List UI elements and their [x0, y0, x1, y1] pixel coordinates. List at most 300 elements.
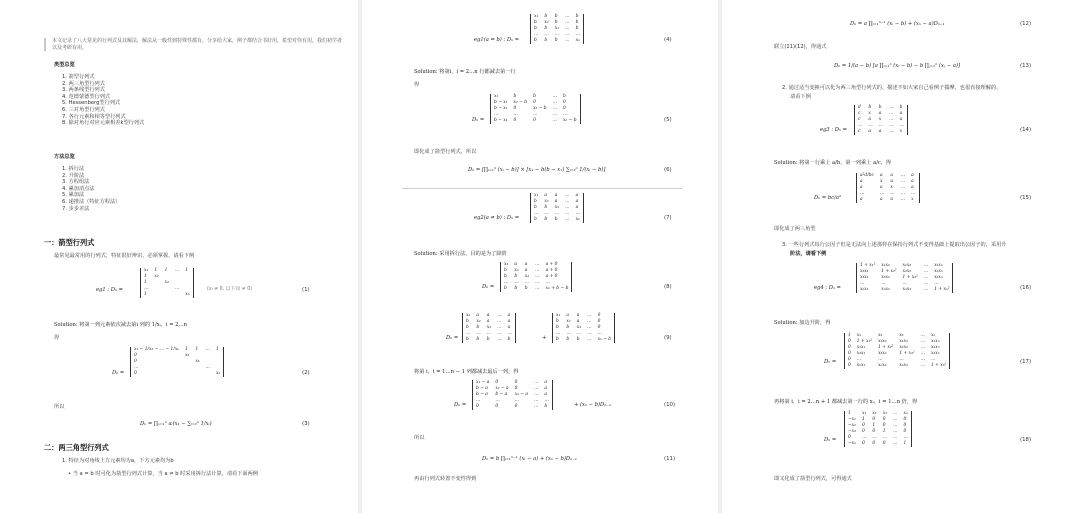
- matrix-cell: …: [587, 331, 592, 336]
- matrix-cell: 0: [495, 380, 499, 385]
- eq5-number: (5): [664, 117, 672, 123]
- matrix-cell: 0: [848, 345, 851, 350]
- matrix-cell: 1: [195, 347, 199, 352]
- matrix-cell: …: [920, 357, 925, 362]
- matrix-cell: …: [533, 380, 539, 385]
- matrix-cell: x₁x₂: [881, 263, 890, 268]
- matrix-cell: 0: [134, 371, 137, 376]
- matrix-cell: −x₁: [848, 417, 856, 422]
- matrix-cell: 1 + x₃²: [899, 351, 915, 356]
- matrix-cell: …: [497, 331, 502, 336]
- matrix-cell: a: [899, 117, 903, 122]
- matrix-cell: a: [486, 313, 490, 318]
- matrix-cell: a²d/bc: [860, 173, 874, 178]
- matrix-cell: xₙx₂: [878, 363, 887, 368]
- matrix-cell: …: [920, 339, 925, 344]
- matrix-cell: a: [544, 193, 548, 198]
- matrix-cell: x: [911, 197, 914, 202]
- matrix-cell: 1 + x₁²: [856, 339, 873, 344]
- matrix-cell: …: [565, 32, 570, 37]
- eq13-number: (13): [1020, 63, 1032, 69]
- eq2-label: Dₙ =: [112, 370, 125, 376]
- matrix-cell: 1 + x₂²: [878, 345, 894, 350]
- eq18-label: Dₙ =: [824, 437, 837, 443]
- matrix-cell: x₂: [544, 199, 549, 204]
- matrix-cell: a: [514, 262, 518, 267]
- matrix-cell: x₃x₂: [881, 275, 890, 280]
- matrix-cell: x₁: [466, 313, 471, 318]
- matrix-cell: …: [934, 281, 939, 286]
- matrix-cell: b: [562, 94, 566, 99]
- eq10-tail: + (xₙ − b)Dₙ₋₁: [574, 402, 612, 408]
- matrix-cell: 0: [495, 404, 499, 409]
- item3-text: 3. 一些行列式每行公因子但是无法向上述那样在保持行列式不变得基础上提取出公因子的，采用升: [782, 242, 1007, 248]
- matrix-cell: a: [575, 205, 579, 210]
- methods-list: [62, 166, 120, 212]
- matrix-cell: …: [565, 38, 570, 43]
- matrix-cell: b: [466, 319, 469, 324]
- matrix-cell: 0: [514, 404, 518, 409]
- matrix-cell: …: [554, 32, 560, 37]
- matrix-cell: x₃: [164, 280, 169, 285]
- matrix-cell: …: [889, 117, 894, 122]
- matrix-cell: …: [535, 286, 540, 291]
- matrix-cell: 0: [882, 441, 886, 446]
- eq14-number: (14): [1020, 127, 1032, 133]
- so-text-1: 所以: [54, 404, 65, 410]
- eq9-number: (9): [664, 335, 672, 341]
- matrix-cell: …: [889, 105, 894, 110]
- matrix-cell: …: [893, 429, 898, 434]
- matrix-cell: x₃: [195, 359, 200, 364]
- matrix-cell: b: [899, 105, 903, 110]
- eq9-left-matrix: [462, 313, 516, 343]
- solution-18: 再将第 i，i = 2…n + 1 都减去第一行的 xᵢ，i = 1…n 倍，得: [774, 399, 918, 405]
- matrix-cell: x₂: [154, 274, 159, 279]
- then15-text: 即化成了两三角型: [774, 226, 816, 232]
- eq1-number: (1): [302, 287, 310, 293]
- matrix-cell: 0: [513, 106, 517, 111]
- matrix-cell: …: [902, 281, 907, 286]
- matrix-cell: …: [174, 286, 180, 291]
- matrix-cell: …: [858, 123, 863, 128]
- matrix-cell: x₁ − a: [476, 380, 490, 385]
- matrix-cell: …: [533, 112, 538, 117]
- matrix-cell: …: [565, 193, 570, 198]
- matrix-cell: 1: [185, 347, 188, 352]
- eq1-table: [141, 268, 193, 298]
- matrix-cell: a + 0: [545, 274, 558, 279]
- matrix-cell: b: [554, 14, 558, 19]
- matrix-cell: …: [552, 106, 557, 111]
- matrix-cell: 1 + x₃²: [902, 275, 918, 280]
- matrix-cell: b: [575, 26, 579, 31]
- matrix-cell: …: [205, 365, 210, 370]
- eq10-number: (10): [664, 402, 676, 408]
- matrix-cell: 0: [848, 363, 851, 368]
- matrix-cell: …: [889, 129, 894, 134]
- matrix-cell: …: [893, 411, 898, 416]
- matrix-cell: a: [576, 319, 580, 324]
- matrix-cell: 0: [513, 118, 517, 123]
- matrix-cell: 0: [882, 423, 886, 428]
- eq4-number: (4): [664, 37, 672, 43]
- matrix-cell: d: [858, 105, 861, 110]
- matrix-cell: 0: [848, 351, 851, 356]
- matrix-cell: b: [513, 94, 517, 99]
- matrix-cell: …: [878, 357, 883, 362]
- matrix-cell: …: [533, 404, 539, 409]
- matrix-cell: x₂: [566, 319, 571, 324]
- matrix-cell: 1 + x₂²: [881, 269, 897, 274]
- matrix-cell: x₂: [476, 319, 481, 324]
- matrix-cell: …: [597, 331, 602, 336]
- matrix-cell: 0: [882, 417, 886, 422]
- matrix-row: [845, 441, 911, 447]
- matrix-cell: a: [860, 197, 863, 202]
- matrix-cell: 0: [514, 380, 518, 385]
- matrix-cell: …: [575, 211, 580, 216]
- matrix-cell: b: [514, 274, 518, 279]
- eq6-number: (6): [664, 167, 672, 173]
- matrix-cell: a: [879, 185, 883, 190]
- matrix-cell: [151, 292, 161, 298]
- joint-text: 联立(11)(12)，得通式: [774, 44, 827, 50]
- matrix-cell: [203, 371, 213, 377]
- page-1: [0, 0, 359, 513]
- eq14-matrix: [854, 105, 908, 135]
- matrix-cell: …: [535, 274, 540, 279]
- matrix-cell: …: [565, 20, 570, 25]
- matrix-cell: …: [872, 435, 877, 440]
- matrix-cell: …: [552, 118, 557, 123]
- matrix-cell: …: [900, 179, 906, 184]
- matrix-cell: x₃: [882, 411, 887, 416]
- eq18-number: (18): [1020, 437, 1032, 443]
- matrix-cell: a: [868, 117, 872, 122]
- footer-text: 再由行列式转置不变性得到: [414, 476, 477, 482]
- matrix-cell: …: [882, 435, 888, 440]
- matrix-cell: b: [544, 217, 548, 222]
- matrix-cell: [192, 371, 202, 377]
- matrix-cell: x₃x₁: [856, 351, 866, 356]
- matrix-cell: …: [476, 331, 481, 336]
- matrix-cell: 0: [861, 423, 865, 428]
- matrix-cell: xₙ: [930, 333, 936, 338]
- matrix-cell: …: [524, 280, 530, 285]
- matrix-cell: 0: [597, 319, 601, 324]
- matrix-cell: x₃xₙ: [934, 275, 943, 280]
- item2-text-cont: 请看下例: [790, 94, 811, 100]
- matrix-cell: 0: [903, 423, 907, 428]
- matrix-cell: b: [504, 274, 507, 279]
- matrix-cell: …: [497, 337, 502, 342]
- matrix-cell: x: [868, 111, 871, 116]
- type-list-item: 2. 两三角型行列式: [62, 80, 105, 87]
- matrix-cell: …: [893, 417, 898, 422]
- eq17-table: [845, 333, 949, 369]
- matrix-cell: 0: [533, 100, 536, 105]
- matrix-cell: x₁x₂: [878, 339, 887, 344]
- matrix-row: [131, 371, 223, 377]
- matrix-cell: b: [575, 20, 579, 25]
- matrix-cell: x₃: [554, 26, 560, 31]
- matrix-cell: 1: [215, 347, 219, 352]
- divider: [402, 188, 682, 189]
- solution-16: Solution: 加边升阶，得: [774, 320, 831, 326]
- matrix-cell: …: [535, 268, 540, 273]
- matrix-cell: …: [544, 398, 549, 403]
- matrix-row: [491, 118, 580, 124]
- eq4-matrix: [530, 14, 584, 44]
- eq3-number: (3): [302, 421, 310, 427]
- type-list-item: 8. 除对角行对应元素相差k型行列式: [62, 120, 145, 127]
- matrix-cell: x₂: [185, 353, 190, 358]
- eq9-right-table: [553, 313, 614, 343]
- matrix-cell: a: [890, 179, 893, 184]
- matrix-cell: 0: [597, 313, 601, 318]
- matrix-cell: a: [576, 313, 580, 318]
- matrix-cell: …: [900, 197, 906, 202]
- matrix-cell: …: [868, 123, 873, 128]
- matrix-cell: b: [544, 205, 548, 210]
- matrix-cell: 1: [164, 268, 168, 273]
- matrix-cell: b: [575, 14, 579, 19]
- matrix-cell: …: [861, 435, 867, 440]
- matrix-cell: x₁xₙ: [930, 339, 940, 344]
- matrix-cell: a: [860, 179, 863, 184]
- matrix-cell: …: [920, 345, 925, 350]
- matrix-cell: x₃x₁: [860, 275, 869, 280]
- matrix-cell: …: [587, 319, 592, 324]
- method-list-item: 2. 升阶法: [62, 172, 85, 179]
- solution-14: Solution: 将第一行乘上 a/b，第一列乘上 a/c，得: [774, 160, 892, 166]
- matrix-cell: …: [565, 14, 570, 19]
- matrix-cell: x₂ − a: [495, 386, 509, 391]
- matrix-cell: b − a: [476, 386, 488, 391]
- matrix-cell: a: [524, 268, 528, 273]
- matrix-row: [501, 286, 571, 292]
- matrix-cell: a: [544, 386, 547, 391]
- matrix-row: [131, 347, 223, 353]
- method-list-item: 1. 拆行法: [62, 166, 85, 172]
- matrix-cell: xₙ: [575, 38, 580, 43]
- matrix-row: [473, 404, 552, 410]
- eq8-number: (8): [664, 284, 672, 290]
- matrix-cell: b: [504, 286, 507, 291]
- matrix-cell: 0: [861, 441, 865, 446]
- matrix-cell: …: [497, 319, 502, 324]
- matrix-row: [531, 38, 583, 44]
- matrix-cell: …: [900, 185, 906, 190]
- matrix-cell: x₂: [544, 20, 549, 25]
- matrix-cell: xₙ: [903, 411, 908, 416]
- matrix-cell: …: [205, 347, 210, 352]
- matrix-cell: b: [868, 105, 872, 110]
- matrix-cell: x₃: [554, 205, 560, 210]
- matrix-cell: …: [923, 263, 929, 268]
- matrix-cell: xₙ − b: [597, 337, 612, 342]
- matrix-cell: b: [576, 337, 580, 342]
- matrix-cell: 1: [144, 292, 147, 297]
- matrix-row: [855, 129, 907, 135]
- matrix-cell: b: [554, 20, 558, 25]
- matrix-cell: …: [552, 94, 557, 99]
- matrix-cell: …: [565, 211, 570, 216]
- matrix-cell: b: [554, 38, 558, 43]
- matrix-cell: x: [890, 185, 893, 190]
- matrix-cell: …: [920, 363, 925, 368]
- matrix-cell: 0: [562, 100, 566, 105]
- matrix-cell: x₁: [556, 313, 561, 318]
- matrix-row: [857, 287, 952, 293]
- matrix-cell: …: [899, 123, 904, 128]
- matrix-cell: …: [562, 112, 568, 117]
- eq12-formula: Dₙ = a ∏ᵢ₌₁ⁿ⁻¹ (xᵢ − b) + (xₙ − a)Dₙ₋₁: [850, 21, 945, 27]
- matrix-cell: …: [534, 32, 539, 37]
- matrix-cell: …: [576, 331, 582, 336]
- matrix-cell: …: [514, 280, 519, 285]
- matrix-cell: …: [535, 262, 540, 267]
- matrix-cell: [162, 292, 172, 298]
- matrix-cell: …: [486, 331, 492, 336]
- matrix-cell: x₁: [861, 411, 867, 416]
- matrix-cell: xₙx₁: [856, 363, 866, 368]
- matrix-cell: …: [552, 100, 557, 105]
- matrix-cell: b: [486, 337, 490, 342]
- matrix-cell: …: [899, 357, 904, 362]
- eq7-label: eg2(a ≠ b) : Dₙ =: [474, 215, 520, 221]
- eq15-matrix: [856, 173, 920, 203]
- eq18-matrix: [844, 411, 912, 447]
- eq8-label: Dₙ =: [482, 284, 495, 290]
- matrix-cell: …: [930, 357, 936, 362]
- type-list-item: 1. 箭型行列式: [62, 74, 95, 80]
- matrix-cell: b: [504, 268, 507, 273]
- matrix-cell: …: [575, 32, 580, 37]
- matrix-cell: b: [534, 26, 537, 31]
- matrix-cell: b − a: [495, 392, 508, 397]
- then-text: 即化成了箭型行列式，所以: [414, 149, 477, 155]
- section2-bullet-text: 当 a = b 时可化为箭型行列式计算，当 a ≠ b 时采用拆行法计算，请看下面两例: [72, 471, 258, 477]
- matrix-cell: 1 + x₁²: [860, 263, 876, 268]
- matrix-cell: 0: [134, 359, 137, 364]
- matrix-cell: b: [544, 26, 548, 31]
- matrix-cell: …: [878, 123, 884, 128]
- eq16-number: (16): [1020, 285, 1032, 291]
- matrix-cell: b: [556, 337, 559, 342]
- matrix-cell: 1: [144, 274, 147, 279]
- matrix-cell: …: [565, 217, 570, 222]
- matrix-cell: 1: [848, 333, 851, 338]
- matrix-cell: a: [911, 179, 914, 184]
- matrix-cell: a: [486, 319, 490, 324]
- method-list-item: 5. 累加法: [62, 192, 85, 199]
- eq1-matrix: [140, 268, 194, 298]
- matrix-cell: …: [507, 331, 512, 336]
- matrix-cell: a: [890, 173, 893, 178]
- matrix-cell: …: [565, 205, 570, 210]
- matrix-cell: x₂xₙ: [930, 345, 940, 350]
- matrix-cell: x₁: [504, 262, 509, 267]
- matrix-cell: …: [466, 331, 471, 336]
- matrix-row: [141, 292, 193, 298]
- matrix-cell: xₙx₃: [902, 287, 912, 292]
- matrix-cell: x₃: [576, 325, 582, 330]
- eq12-number: (12): [1020, 21, 1032, 27]
- matrix-row: [857, 197, 919, 203]
- matrix-cell: b − x₁: [494, 118, 508, 123]
- matrix-cell: x: [879, 179, 883, 184]
- matrix-cell: b: [533, 94, 536, 99]
- eq11-formula: Dₙ = b ∏ᵢ₌₁ⁿ⁻¹ (xᵢ − a) + (xₙ − b)Dₙ₋₁: [482, 456, 577, 462]
- matrix-cell: [182, 371, 192, 377]
- matrix-cell: x₁: [856, 333, 862, 338]
- matrix-cell: a + 0: [545, 268, 558, 273]
- solution-4: Solution: 将第i，i = 2…n 行都减去第一行: [414, 69, 516, 75]
- matrix-row: [531, 217, 583, 223]
- matrix-cell: …: [134, 365, 139, 370]
- matrix-cell: …: [900, 191, 906, 196]
- got-text-2: 得: [414, 82, 420, 88]
- matrix-cell: 0: [872, 417, 876, 422]
- matrix-cell: …: [497, 313, 502, 318]
- matrix-cell: b: [544, 404, 548, 409]
- eq4-label: eg1(a = b) : Dₙ =: [474, 37, 520, 43]
- matrix-cell: b: [544, 14, 548, 19]
- matrix-cell: x₁ − 1/x₂ − … − 1/xₙ: [134, 347, 180, 352]
- eq14-label: eg3 : Dₙ =: [820, 127, 847, 133]
- methods-title: 方法总览: [54, 154, 75, 160]
- matrix-cell: a: [554, 199, 558, 204]
- matrix-cell: …: [533, 398, 539, 403]
- matrix-cell: 1: [144, 280, 147, 285]
- eq8-matrix: [500, 262, 572, 292]
- matrix-cell: a: [544, 392, 547, 397]
- matrix-cell: 1 + xₙ²: [930, 363, 947, 368]
- section2-bullet: • 当 a = b 时可化为箭型行列式计算，当 a ≠ b 时采用拆行法计算，请看下面两例: [68, 471, 258, 477]
- matrix-cell: x₁x₃: [899, 339, 908, 344]
- matrix-cell: a: [544, 380, 547, 385]
- matrix-cell: x: [899, 129, 903, 134]
- matrix-cell: x₂x₁: [860, 269, 869, 274]
- matrix-cell: xₙ − b: [562, 118, 577, 123]
- type-list-item: 5. Hessenberg型行列式: [62, 100, 121, 107]
- matrix-cell: …: [565, 199, 570, 204]
- matrix-cell: …: [881, 281, 886, 286]
- matrix-cell: …: [544, 32, 549, 37]
- eq2-number: (2): [302, 370, 310, 376]
- matrix-cell: …: [566, 331, 571, 336]
- matrix-cell: …: [544, 211, 549, 216]
- section2-item: 1. 特征为对角线上方元素均为a，下方元素均为b: [62, 458, 174, 464]
- eq10-label: Dₙ =: [454, 402, 467, 408]
- matrix-cell: a: [860, 185, 863, 190]
- matrix-cell: x₂: [514, 268, 519, 273]
- matrix-cell: 0: [848, 357, 851, 362]
- eq13-formula: Dₙ = 1/(a − b) [a ∏ᵢ₌₁ⁿ (xᵢ − b) − b ∏ⱼ₌₁ⁿ (xⱼ − a)]: [834, 63, 960, 69]
- matrix-cell: xₙx₁: [860, 287, 869, 292]
- matrix-cell: x₃x₂: [878, 351, 887, 356]
- matrix-cell: b: [534, 199, 537, 204]
- matrix-cell: …: [856, 357, 862, 362]
- matrix-cell: x₂x₃: [902, 269, 912, 274]
- matrix-cell: …: [513, 112, 518, 117]
- eq7-number: (7): [664, 215, 672, 221]
- eq9-label: Dₙ =: [446, 335, 459, 341]
- matrix-cell: 0: [872, 441, 876, 446]
- matrix-cell: xₙ: [215, 371, 221, 376]
